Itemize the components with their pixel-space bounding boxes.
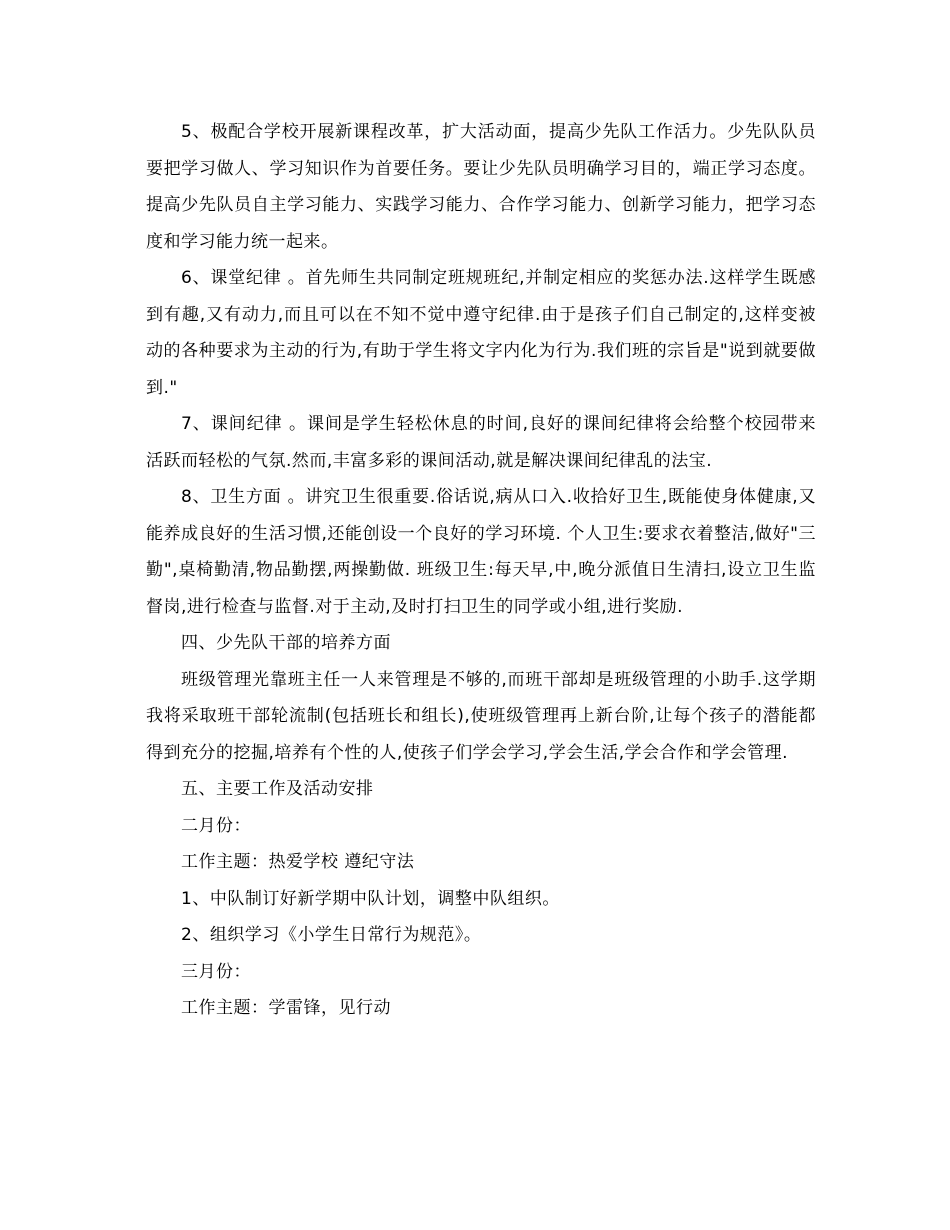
month-heading-march: 三月份： bbox=[181, 961, 251, 982]
section-heading-activity-schedule: 五、主要工作及活动安排 bbox=[181, 779, 374, 799]
paragraph-hygiene: 8、卫生方面 。讲究卫生很重要.俗话说,病从口入.收拾好卫生,既能使身体健康,又能养成良好的生活习惯,还能创设一个良好的学习环境. 个人卫生:要求衣着整洁,做好"三勤",桌椅勤清,物品勤摆,两操勤做. 班级卫生:每天早,中,晚分派值日生清扫,设立卫生监督岗,进行检查与监督.对于主动,及时打扫卫生的同学或小组,进行奖励. bbox=[146, 487, 816, 617]
theme-march: 工作主题：学雷锋，见行动 bbox=[181, 998, 391, 1018]
paragraph-item-5: 5、极配合学校开展新课程改革，扩大活动面，提高少先队工作活力。少先队队员要把学习做人、学习知识作为首要任务。要让少先队员明确学习目的，端正学习态度。提高少先队员自主学习能力、实践学习能力、合作学习能力、创新学习能力，把学习态度和学习能力统一起来。 bbox=[146, 122, 816, 252]
paragraph-classroom-discipline: 6、课堂纪律 。首先师生共同制定班规班纪,并制定相应的奖惩办法.这样学生既感到有趣,又有动力,而且可以在不知不觉中遵守纪律.由于是孩子们自己制定的,这样变被动的各种要求为主动的行为,有助于学生将文字内化为行为.我们班的宗旨是"说到就要做到." bbox=[146, 268, 816, 398]
theme-february: 工作主题：热爱学校 遵纪守法 bbox=[181, 852, 415, 872]
paragraph-break-discipline: 7、课间纪律 。课间是学生轻松休息的时间,良好的课间纪律将会给整个校园带来活跃而轻松的气氛.然而,丰富多彩的课间活动,就是解决课间纪律乱的法宝. bbox=[146, 414, 816, 471]
section-heading-cadre-training: 四、少先队干部的培养方面 bbox=[181, 633, 391, 653]
list-item-february-1: 1、中队制订好新学期中队计划，调整中队组织。 bbox=[181, 888, 560, 909]
paragraph-class-management: 班级管理光靠班主任一人来管理是不够的,而班干部却是班级管理的小助手.这学期我将采取班干部轮流制(包括班长和组长),使班级管理再上新台阶,让每个孩子的潜能都得到充分的挖掘,培养有个性的人,使孩子们学会学习,学会生活,学会合作和学会管理. bbox=[146, 669, 816, 763]
month-heading-february: 二月份： bbox=[181, 815, 251, 836]
list-item-february-2: 2、组织学习《小学生日常行为规范》。 bbox=[181, 925, 482, 945]
